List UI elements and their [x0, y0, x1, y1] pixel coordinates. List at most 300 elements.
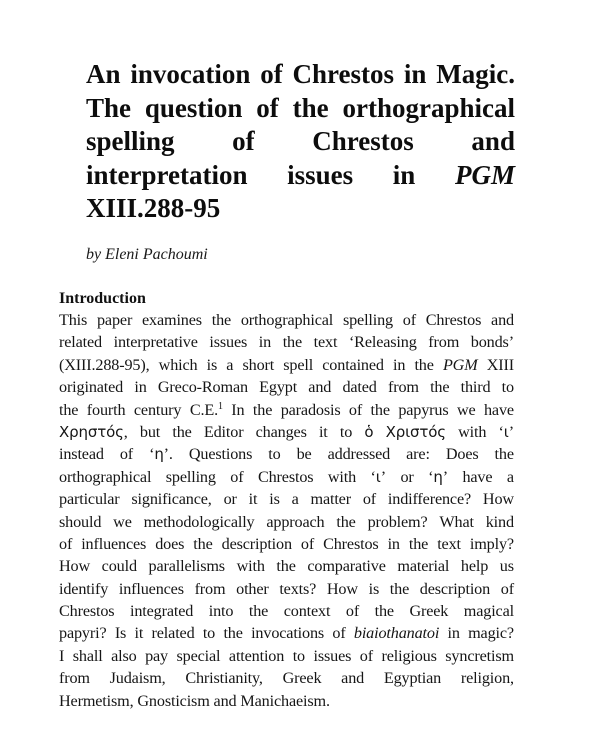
body-word [59, 466, 151, 488]
body-word [166, 466, 216, 488]
body-word [97, 309, 132, 331]
body-word [328, 443, 390, 465]
text-run: of [362, 490, 377, 509]
text-run: the [282, 333, 303, 352]
text-run: help [460, 557, 489, 576]
text-run: issues [313, 646, 352, 665]
text-run: to [292, 646, 305, 665]
body-word [249, 600, 268, 622]
greek-term: ι [375, 467, 381, 486]
body-line [59, 488, 514, 510]
body-word [59, 309, 87, 331]
body-line [59, 399, 514, 421]
body-word [115, 622, 126, 644]
text-run: Gnosticism [137, 691, 210, 710]
footnote-marker[interactable]: 1 [218, 400, 223, 412]
text-run: contained [322, 355, 384, 374]
title-word: in [392, 159, 416, 190]
text-run: context [283, 602, 331, 621]
body-word [437, 533, 461, 555]
text-run: ’ [380, 467, 386, 486]
title-line [86, 125, 515, 159]
body-word [388, 488, 471, 510]
body-word [59, 421, 128, 443]
body-word [253, 399, 272, 421]
body-word [59, 645, 64, 667]
body-word [59, 692, 133, 710]
text-run: to [339, 422, 353, 441]
body-word [470, 533, 514, 555]
body-word [237, 555, 265, 577]
text-run: with [327, 467, 357, 486]
text-run: fourth [86, 400, 126, 419]
text-run: kind [485, 512, 514, 531]
text-run: description [221, 534, 292, 553]
body-word [145, 645, 168, 667]
body-word [231, 399, 244, 421]
text-run: of [402, 311, 416, 329]
text-run: orthographical [240, 311, 334, 329]
body-word [327, 578, 358, 600]
body-word [297, 443, 312, 465]
text-run: shall [72, 646, 103, 665]
body-word [343, 309, 393, 331]
title-word: orthographical [342, 92, 515, 123]
text-run: imply? [469, 534, 514, 553]
body-word [409, 533, 428, 555]
text-run: of [500, 579, 514, 598]
body-word [120, 443, 133, 465]
text-run: Does [445, 445, 479, 464]
title-word: of [232, 126, 255, 156]
body-line [59, 443, 514, 465]
body-word [484, 399, 514, 421]
body-word [388, 376, 419, 398]
text-run: magic? [468, 624, 514, 643]
text-run: orthographical [59, 467, 152, 486]
text-run: spelling [165, 467, 216, 486]
text-run: from [387, 378, 419, 397]
body-word [59, 555, 90, 577]
body-word [212, 309, 231, 331]
text-run: ‘ [428, 467, 434, 486]
body-word [268, 443, 280, 465]
body-word [464, 600, 514, 622]
body-word [81, 533, 146, 555]
body-line [59, 511, 514, 533]
body-word [229, 645, 284, 667]
body-word [462, 466, 492, 488]
body-word [386, 421, 446, 443]
body-word [428, 466, 448, 488]
body-word [292, 488, 299, 510]
greek-term: ὁ [364, 422, 374, 441]
body-line [59, 645, 514, 667]
body-word [259, 376, 297, 398]
text-run: or [223, 490, 237, 509]
body-word [311, 488, 351, 510]
body-word [349, 399, 362, 421]
text-run: in [134, 378, 147, 397]
body-line [59, 600, 514, 622]
text-run: the [252, 400, 273, 419]
text-run: the [223, 624, 243, 643]
body-word [279, 578, 316, 600]
body-word [204, 421, 244, 443]
body-word [346, 600, 359, 622]
body-word [114, 331, 198, 353]
body-word [398, 399, 448, 421]
body-word [349, 331, 417, 353]
body-word [152, 622, 195, 644]
body-word [195, 578, 226, 600]
text-run: a [506, 467, 514, 486]
text-run: paradosis [280, 400, 341, 419]
body-word [388, 533, 400, 555]
body-word [155, 533, 184, 555]
text-run: bonds’ [470, 333, 514, 352]
text-run: How [59, 557, 91, 576]
body-line [59, 466, 514, 488]
text-run: addressed [327, 445, 391, 464]
text-run: is [269, 490, 280, 509]
title-word: interpretation [86, 159, 248, 190]
text-run: of [59, 534, 73, 553]
body-word [190, 399, 223, 421]
body-word [203, 622, 215, 644]
body-word [207, 354, 218, 376]
body-word [308, 376, 331, 398]
text-run: ’ [442, 467, 448, 486]
body-word [223, 622, 242, 644]
text-run: of [300, 534, 315, 553]
body-word [443, 354, 478, 376]
body-line [59, 331, 514, 353]
text-run: C.E. [189, 400, 218, 419]
body-word [222, 533, 292, 555]
greek-term: η [433, 467, 443, 486]
title-word: spelling [86, 126, 175, 156]
body-word [149, 555, 225, 577]
body-word [242, 354, 274, 376]
text-run: matter [310, 490, 351, 509]
body-word [371, 466, 386, 488]
body-word [281, 399, 341, 421]
title-word: The [86, 92, 132, 123]
text-run: Greco-Roman [157, 378, 248, 397]
text-run: Judaism, [109, 669, 166, 688]
text-run: a [226, 355, 234, 374]
text-run: other [236, 579, 269, 598]
text-run: it [134, 624, 144, 643]
body-word [393, 354, 405, 376]
text-run: ’. [163, 445, 173, 464]
text-run: parallelisms [148, 557, 225, 576]
body-line [59, 533, 514, 555]
text-run: from [59, 669, 90, 688]
text-run: ‘ [498, 422, 504, 441]
body-line [59, 578, 514, 600]
body-word [284, 600, 331, 622]
body-word [269, 488, 280, 510]
text-run: related [151, 624, 195, 643]
body-word [87, 399, 126, 421]
text-run: and [491, 311, 514, 329]
text-run: How [482, 490, 514, 509]
body-word [193, 533, 212, 555]
text-run: to [501, 378, 514, 397]
text-run: Questions [188, 445, 253, 464]
body-word [375, 600, 394, 622]
body-word [230, 466, 243, 488]
italic-term: PGM [442, 355, 478, 374]
body-word [251, 622, 324, 644]
body-word [502, 376, 514, 398]
text-run: methodologically [143, 512, 255, 531]
body-word [400, 466, 413, 488]
body-word [403, 309, 416, 331]
body-word [461, 667, 514, 689]
body-word [240, 692, 329, 710]
body-line [59, 667, 514, 689]
text-run: syncretism [445, 646, 514, 665]
body-word [59, 533, 72, 555]
text-run: significance, [131, 490, 212, 509]
body-word [406, 443, 430, 465]
text-run: I [59, 646, 65, 665]
text-run: have [462, 467, 493, 486]
text-run: dated [342, 378, 377, 397]
body-word [384, 667, 441, 689]
body-word [426, 309, 481, 331]
introduction-paragraph [59, 309, 514, 712]
greek-term: η [154, 445, 164, 464]
text-run: influences [81, 534, 147, 553]
body-word [159, 354, 198, 376]
text-run: integrated [130, 602, 194, 621]
text-run: the [370, 400, 390, 419]
text-run: problem? [367, 512, 428, 531]
body-word [486, 511, 514, 533]
body-word [342, 376, 376, 398]
title-line [86, 58, 515, 92]
text-run: Chrestos [257, 467, 314, 486]
body-word [111, 645, 136, 667]
text-run: the [336, 512, 356, 531]
body-word [354, 622, 439, 644]
title-word: PGM [454, 159, 515, 190]
text-run: Greek [282, 669, 322, 688]
body-word [134, 399, 182, 421]
body-word [189, 443, 252, 465]
body-word [322, 354, 384, 376]
body-word [135, 622, 144, 644]
text-run: paper [96, 311, 133, 329]
text-run: In [231, 400, 245, 419]
body-word [483, 488, 514, 510]
text-run: pay [145, 646, 168, 665]
body-word [369, 578, 380, 600]
body-word [209, 331, 247, 353]
body-word [134, 376, 146, 398]
body-word [185, 667, 263, 689]
body-line [59, 309, 514, 331]
text-run: the [374, 602, 394, 621]
text-run: from [194, 579, 226, 598]
body-word [73, 645, 103, 667]
greek-term: Χριστός [385, 422, 446, 441]
text-run: attention [228, 646, 285, 665]
body-word [149, 443, 173, 465]
title-word: question [144, 92, 243, 123]
text-run: related [59, 333, 102, 352]
body-word [446, 443, 479, 465]
text-run: of [230, 467, 244, 486]
body-word [142, 309, 202, 331]
title-word: An [86, 59, 121, 89]
text-run: Is [114, 624, 127, 643]
body-word [461, 555, 488, 577]
body-word [368, 511, 428, 533]
body-word [420, 578, 490, 600]
body-word [59, 600, 114, 622]
text-run: short [242, 355, 275, 374]
title-line [86, 92, 515, 126]
text-run: us [499, 557, 514, 576]
body-word [130, 600, 193, 622]
body-word [59, 331, 102, 353]
text-run: Chrestos [323, 534, 379, 553]
text-run: papyrus [398, 400, 449, 419]
text-run: spelling [342, 311, 393, 329]
body-word [59, 376, 123, 398]
body-word [283, 667, 322, 689]
body-word [381, 645, 436, 667]
body-word [59, 354, 150, 376]
body-word [495, 443, 514, 465]
text-run: and [308, 378, 332, 397]
section-heading-introduction: Introduction [59, 290, 146, 307]
text-run: material [397, 557, 450, 576]
text-run: special [176, 646, 221, 665]
body-word [363, 488, 376, 510]
text-run: and [341, 669, 365, 688]
title-line [86, 192, 515, 226]
body-word [332, 622, 345, 644]
text-run: we [456, 400, 476, 419]
text-run: which [158, 355, 198, 374]
text-run: indifference? [387, 490, 472, 509]
text-run: century [133, 400, 182, 419]
text-run: the [430, 378, 450, 397]
text-run: text [437, 534, 461, 553]
text-run: religion, [460, 669, 514, 688]
body-word [319, 421, 328, 443]
body-word [491, 309, 514, 331]
text-run: ‘ [149, 445, 155, 464]
article-title [86, 58, 515, 226]
body-word [340, 421, 352, 443]
text-run: ‘Releasing [348, 333, 417, 352]
text-run: are: [406, 445, 430, 464]
body-word [276, 555, 295, 577]
body-word [468, 622, 514, 644]
text-run: texts? [279, 579, 317, 598]
body-word [249, 488, 258, 510]
text-run: is [368, 579, 380, 598]
text-run: Chrestos [59, 602, 115, 621]
body-line [59, 354, 514, 376]
body-line [59, 555, 514, 577]
body-word [113, 511, 132, 533]
body-word [258, 466, 313, 488]
body-word [110, 667, 166, 689]
text-run: How [326, 579, 358, 598]
text-run: Chrestos [425, 311, 482, 329]
body-word [59, 488, 120, 510]
text-run: particular [59, 490, 120, 509]
body-line [59, 376, 514, 398]
text-run: have [483, 400, 514, 419]
body-word [236, 578, 269, 600]
text-run: be [296, 445, 312, 464]
text-run: with [458, 422, 487, 441]
body-word [59, 578, 108, 600]
text-run: approach [266, 512, 325, 531]
text-run: interpretative [113, 333, 198, 352]
text-run: or [400, 467, 414, 486]
text-run: in [393, 355, 406, 374]
body-word [390, 578, 409, 600]
text-run: magical [463, 602, 514, 621]
title-word: the [292, 92, 329, 123]
text-run: a [291, 490, 299, 509]
text-run: instead [59, 445, 104, 464]
text-run: influences [118, 579, 184, 598]
body-word [59, 443, 104, 465]
body-word [314, 645, 352, 667]
body-word [447, 622, 459, 644]
body-word [364, 421, 373, 443]
body-word [224, 488, 237, 510]
text-run: could [101, 557, 137, 576]
text-run: is [206, 355, 218, 374]
body-word [102, 555, 137, 577]
text-run: in [387, 534, 400, 553]
text-run: ‘ [370, 467, 376, 486]
text-run: it [318, 422, 328, 441]
body-word [137, 692, 209, 710]
text-run: This [59, 311, 88, 329]
text-run: spell [283, 355, 314, 374]
text-run: comparative [307, 557, 386, 576]
text-run: the [59, 400, 79, 419]
body-word [283, 354, 313, 376]
text-run: XIII [486, 355, 514, 374]
text-run: originated [59, 378, 124, 397]
text-run: What [439, 512, 474, 531]
text-run: description [419, 579, 491, 598]
text-run: identify [59, 579, 109, 598]
title-word: XIII.288-95 [86, 193, 221, 223]
text-run: the [408, 534, 429, 553]
title-word: in [403, 59, 427, 89]
body-word [59, 399, 78, 421]
text-run: of [119, 445, 134, 464]
body-word [293, 645, 305, 667]
body-word [256, 421, 307, 443]
text-run: to [268, 445, 281, 464]
